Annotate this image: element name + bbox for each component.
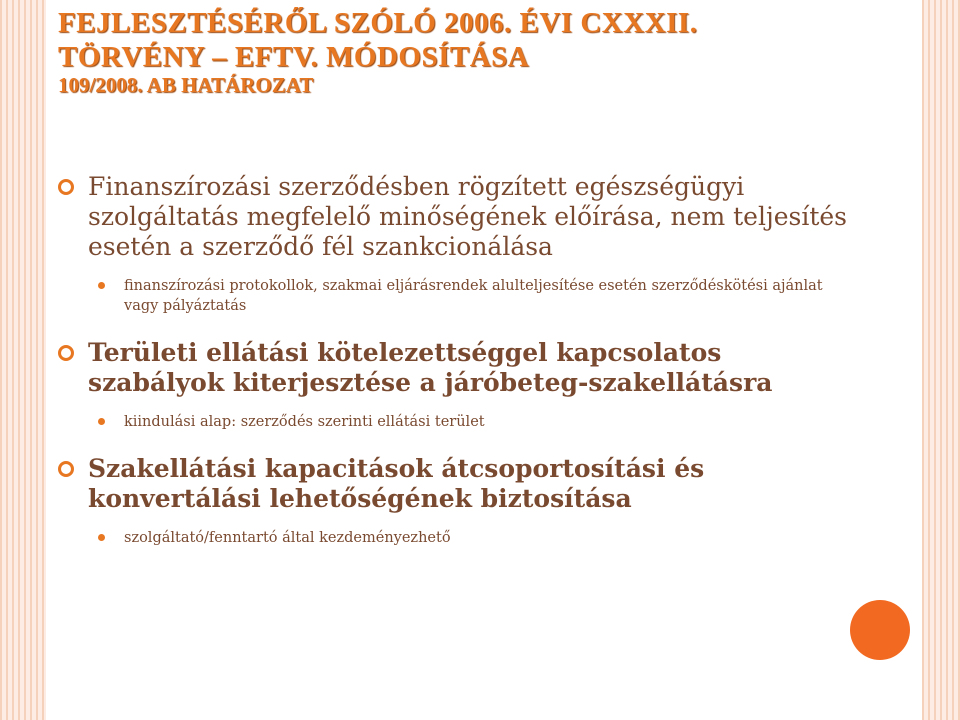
sub-bullet-2	[58, 412, 858, 432]
sub-bullet-text: kiindulási alap: szerződés szerinti ellátási terület	[124, 414, 485, 430]
main-bullet-text: Területi ellátási kötelezettséggel kapcsolatos szabályok kiterjesztése a járóbeteg-szakellátásra	[88, 338, 773, 397]
slide-subtitle: 109/2008. AB HATÁROZAT	[58, 73, 314, 97]
sub-bullet-text: finanszírozási protokollok, szakmai eljárásrendek alulteljesítése esetén szerződéskötési ajánlat vagy pályáztatás	[124, 278, 823, 314]
sub-bullet-text: szolgáltató/fenntartó által kezdeményezhető	[124, 530, 451, 546]
ring-bullet-icon	[58, 345, 74, 361]
left-stripe-decoration	[0, 0, 46, 720]
title-line-1: FEJLESZTÉSÉRŐL SZÓLÓ 2006. ÉVI CXXXII.	[58, 7, 698, 39]
slide-title	[58, 6, 918, 74]
orange-circle-decoration	[850, 600, 910, 660]
main-bullet-text: Finanszírozási szerződésben rögzített egészségügyi szolgáltatás megfelelő minőségének előírása, nem teljesítés esetén a szerződő fél szankcionálása	[88, 172, 847, 261]
dot-bullet-icon	[98, 418, 105, 425]
title-line-2: TÖRVÉNY – EFTV. MÓDOSÍTÁSA	[58, 41, 530, 73]
dot-bullet-icon	[98, 534, 105, 541]
main-bullet-3	[58, 454, 858, 514]
sub-bullet-1	[58, 276, 858, 316]
sub-bullet-3	[58, 528, 858, 548]
slide-content	[58, 172, 858, 548]
right-stripe-decoration	[922, 0, 960, 720]
ring-bullet-icon	[58, 179, 74, 195]
ring-bullet-icon	[58, 461, 74, 477]
main-bullet-text: Szakellátási kapacitások átcsoportosítási és konvertálási lehetőségének biztosítása	[88, 454, 705, 513]
main-bullet-1	[58, 172, 858, 262]
main-bullet-2	[58, 338, 858, 398]
dot-bullet-icon	[98, 282, 105, 289]
